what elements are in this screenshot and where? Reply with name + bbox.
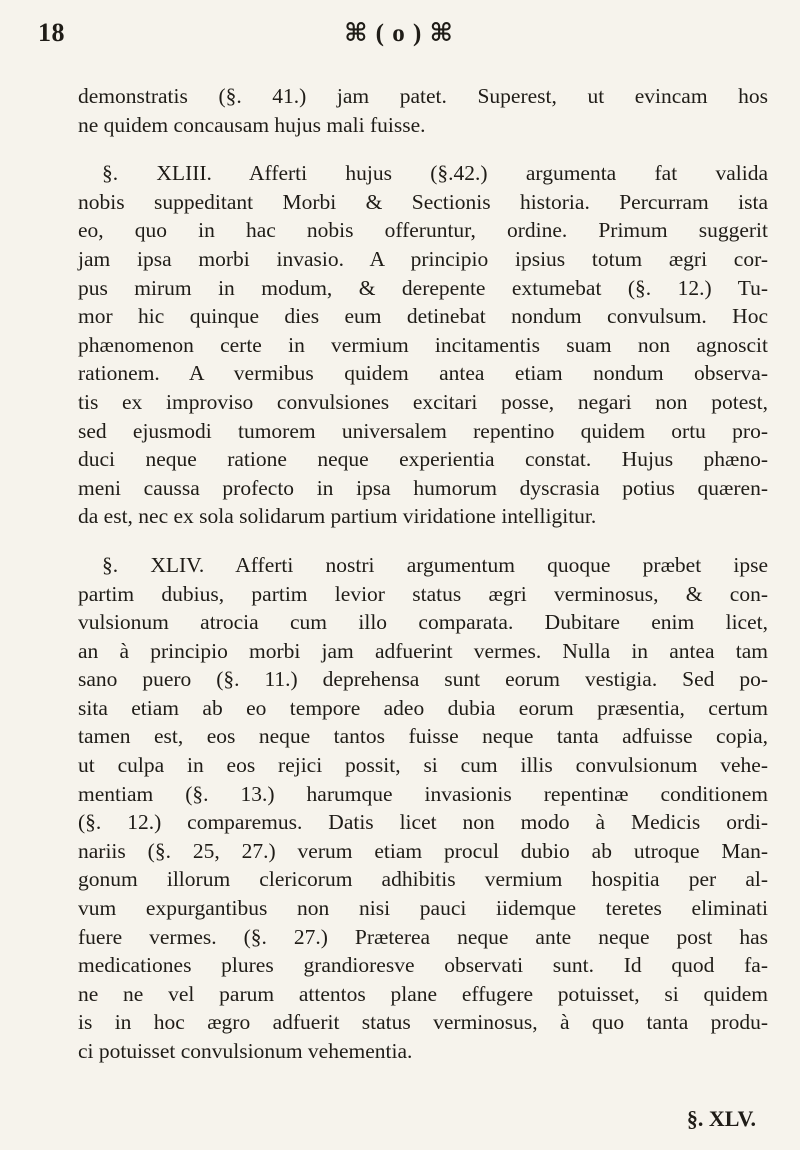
text-line: is in hoc ægro adfuerit status verminosus, à quo tanta produ- bbox=[78, 1010, 768, 1035]
header-ornament: ⌘ ( o ) ⌘ bbox=[344, 20, 454, 47]
text-line: §. XLIV. Afferti nostri argumentum quoque præbet ipse bbox=[102, 552, 768, 577]
text-line: jam ipsa morbi invasio. A principio ipsius totum ægri cor- bbox=[78, 246, 768, 271]
text-line: ci potuisset convulsionum vehementia. bbox=[78, 1039, 413, 1063]
text-line: medicationes plures grandioresve observati sunt. Id quod fa- bbox=[78, 953, 768, 978]
page-header bbox=[38, 18, 760, 58]
text-line: meni caussa profecto in ipsa humorum dyscrasia potius quæren- bbox=[78, 475, 768, 500]
paragraph bbox=[78, 159, 768, 531]
paragraph bbox=[78, 551, 768, 1066]
text-line: sed ejusmodi tumorem universalem repentino quidem ortu pro- bbox=[78, 418, 768, 443]
paragraph-gap bbox=[78, 531, 768, 551]
text-line: fuere vermes. (§. 27.) Præterea neque ante neque post has bbox=[78, 924, 768, 949]
page-number: 18 bbox=[38, 18, 65, 47]
text-line: demonstratis (§. 41.) jam patet. Superest, ut evincam hos bbox=[78, 84, 768, 108]
text-line: nariis (§. 25, 27.) verum etiam procul dubio ab utroque Man- bbox=[78, 838, 768, 863]
text-line: §. XLIII. Afferti hujus (§.42.) argumenta fat valida bbox=[102, 161, 768, 186]
text-line: phænomenon certe in vermium incitamentis suam non agnoscit bbox=[78, 332, 768, 357]
text-line: partim dubius, partim levior status ægri verminosus, & con- bbox=[78, 581, 768, 606]
text-line: eo, quo in hac nobis offeruntur, ordine. Primum suggerit bbox=[78, 218, 768, 243]
text-line: sita etiam ab eo tempore adeo dubia eorum præsentia, certum bbox=[78, 695, 768, 720]
text-line: (§. 12.) comparemus. Datis licet non modo à Medicis ordi- bbox=[78, 810, 768, 835]
text-line: duci neque ratione neque experientia constat. Hujus phæno- bbox=[78, 447, 768, 472]
body-text bbox=[78, 82, 768, 1066]
text-line: sano puero (§. 11.) deprehensa sunt eorum vestigia. Sed po- bbox=[78, 667, 768, 692]
text-line: tis ex improviso convulsiones excitari posse, negari non potest, bbox=[78, 389, 768, 414]
text-line: mor hic quinque dies eum detinebat nondum convulsum. Hoc bbox=[78, 304, 768, 329]
paragraph-gap bbox=[78, 139, 768, 159]
catchword: §. XLV. bbox=[686, 1106, 756, 1131]
text-line: ne quidem concausam hujus mali fuisse. bbox=[78, 112, 426, 137]
text-line: da est, nec ex sola solidarum partium viridatione intelligitur. bbox=[78, 504, 597, 529]
text-line: an à principio morbi jam adfuerint vermes. Nulla in antea tam bbox=[78, 638, 768, 663]
text-line: ne ne vel parum attentos plane effugere potuisset, si quidem bbox=[78, 981, 768, 1006]
text-line: mentiam (§. 13.) harumque invasionis repentinæ conditionem bbox=[78, 781, 768, 806]
paragraph bbox=[78, 82, 768, 139]
text-line: ut culpa in eos rejici possit, si cum illis convulsionum vehe- bbox=[78, 753, 768, 778]
text-line: vum expurgantibus non nisi pauci iidemque teretes eliminati bbox=[78, 896, 768, 921]
text-line: vulsionum atrocia cum illo comparata. Dubitare enim licet, bbox=[78, 610, 768, 635]
text-line: rationem. A vermibus quidem antea etiam nondum observa- bbox=[78, 361, 768, 386]
text-line: tamen est, eos neque tantos fuisse neque tanta adfuisse copia, bbox=[78, 724, 768, 749]
text-line: pus mirum in modum, & derepente extumebat (§. 12.) Tu- bbox=[78, 275, 768, 300]
text-line: gonum illorum clericorum adhibitis vermium hospitia per al- bbox=[78, 867, 768, 892]
text-line: nobis suppeditant Morbi & Sectionis historia. Percurram ista bbox=[78, 189, 768, 214]
